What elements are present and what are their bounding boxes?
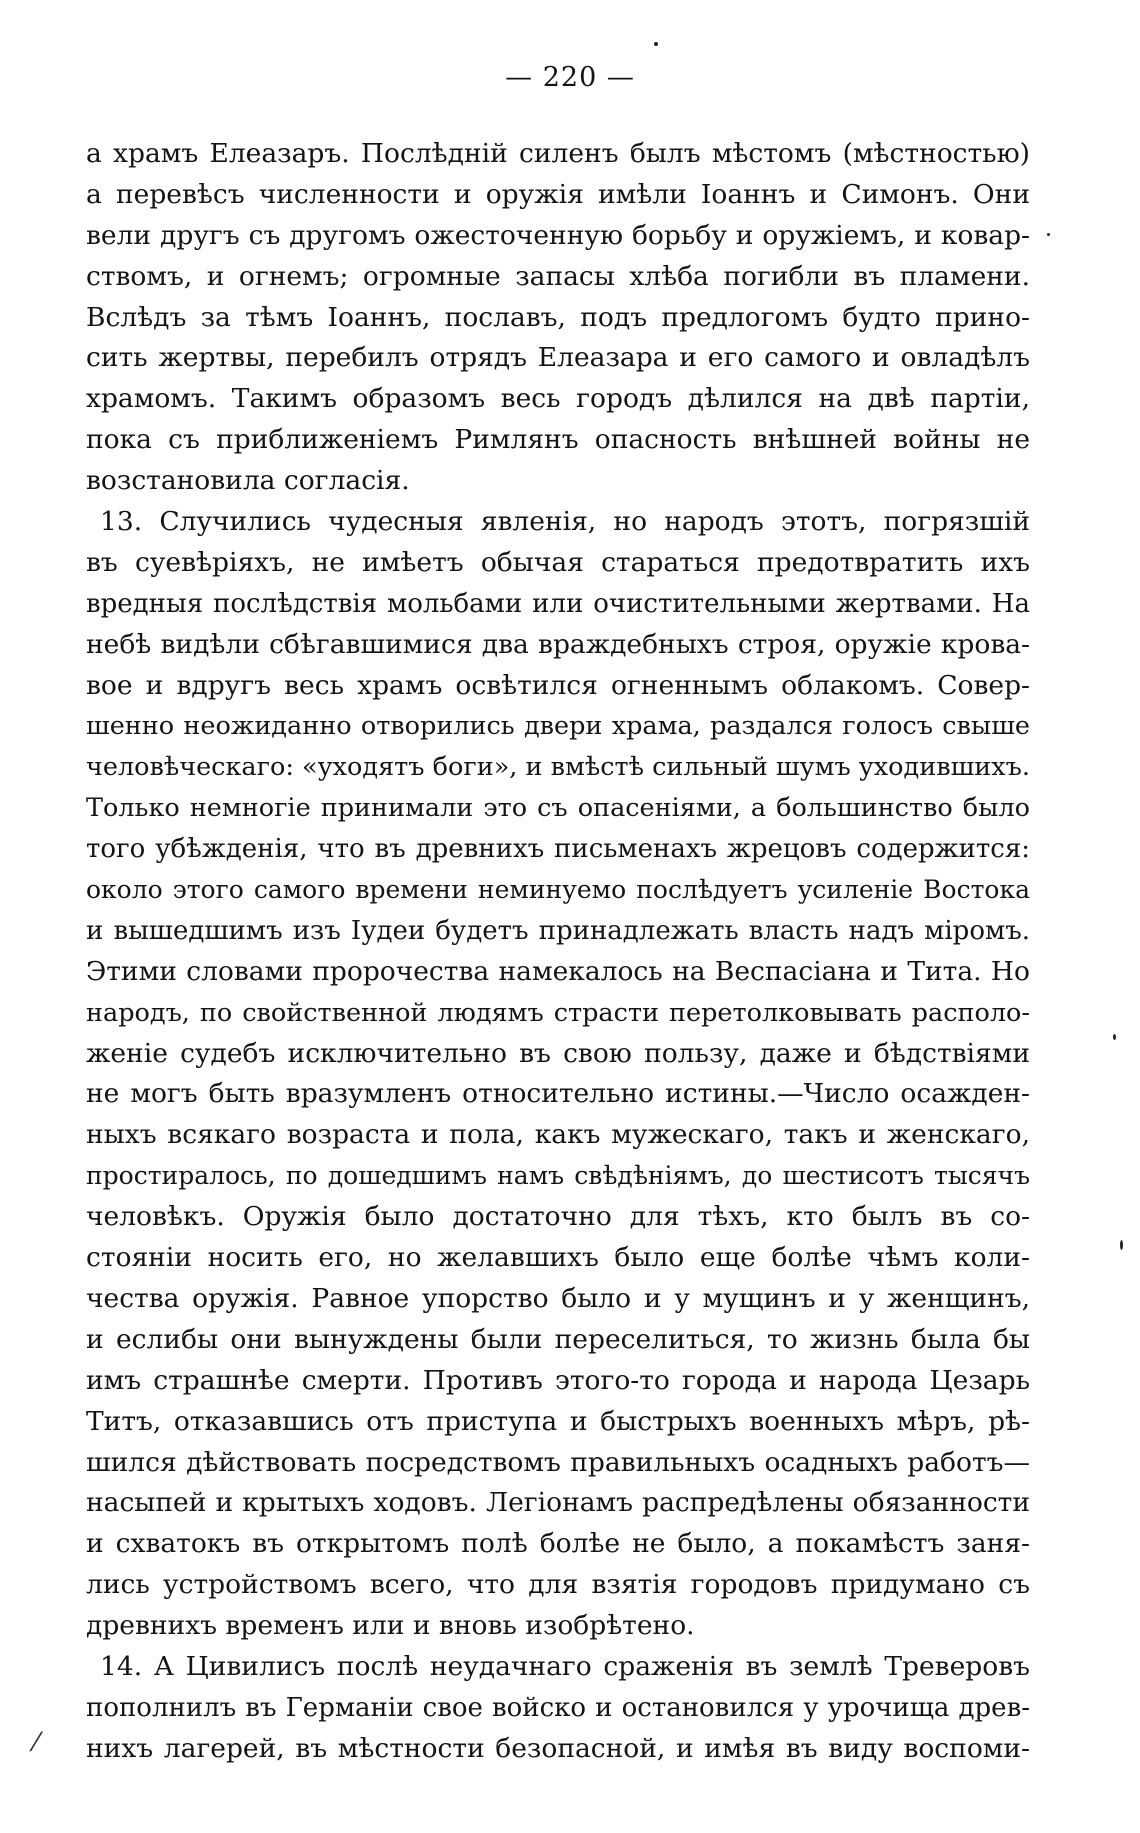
page-number: — 220 — bbox=[505, 62, 635, 93]
text-line: народъ, по свойственной людямъ страсти перетолковывать располо- bbox=[86, 997, 1030, 1028]
text-line: ствомъ, и огнемъ; огромные запасы хлѣба погибли въ пламени. bbox=[86, 260, 1030, 292]
text-line: стояніи носить его, но желавшихъ было еще болѣе чѣмъ коли- bbox=[86, 1242, 1030, 1274]
text-line: пополнилъ въ Германіи свое войско и остановился у урочища древ- bbox=[86, 1692, 1030, 1723]
section-14-start-line: 14. А Цивилисъ послѣ неудачнаго сраженія въ землѣ Треверовъ bbox=[100, 1650, 1030, 1682]
text-line: и вышедшимъ изъ Іудеи будетъ принадлежать власть надъ міромъ. bbox=[86, 915, 1030, 946]
text-line: небѣ видѣли сбѣгавшимися два враждебныхъ строя, оружіе крова- bbox=[86, 628, 1030, 660]
text-line: вели другъ съ другомъ ожесточенную борьбу и оружіемъ, и ковар- bbox=[86, 219, 1030, 251]
text-line: женіе судебъ исключительно въ свою пользу, даже и бѣдствіями bbox=[86, 1037, 1030, 1069]
print-speck bbox=[1113, 1034, 1116, 1040]
print-speck bbox=[1047, 233, 1050, 236]
text-line: лись устройствомъ всего, что для взятія городовъ придумано съ bbox=[86, 1569, 1030, 1601]
text-line: вредныя послѣдствія мольбами или очистительными жертвами. На bbox=[86, 588, 1030, 619]
paragraph-end-line: древнихъ временъ или и вновь изобрѣтено. bbox=[86, 1610, 695, 1642]
text-line: Вслѣдъ за тѣмъ Іоаннъ, пославъ, подъ предлогомъ будто прино- bbox=[86, 301, 1030, 333]
text-line: пока съ приближеніемъ Римлянъ опасность внѣшней войны не bbox=[86, 424, 1030, 456]
text-line: человѣкъ. Оружія было достаточно для тѣхъ, кто былъ въ со- bbox=[86, 1201, 1030, 1233]
text-line: того убѣжденія, что въ древнихъ письменахъ жрецовъ содержится: bbox=[86, 834, 1030, 865]
text-line: и еслибы они вынуждены были переселиться, то жизнь была бы bbox=[86, 1323, 1030, 1355]
text-line: ныхъ всякаго возраста и пола, какъ мужескаго, такъ и женскаго, bbox=[86, 1119, 1030, 1151]
section-13-start-line: 13. Случились чудесныя явленія, но народъ этотъ, погрязшій bbox=[100, 506, 1030, 538]
text-line: а храмъ Елеазаръ. Послѣдній силенъ былъ мѣстомъ (мѣстностью) bbox=[86, 138, 1030, 169]
text-line: около этого самого времени неминуемо послѣдуетъ усиленіе Востока bbox=[86, 875, 1030, 905]
text-line: имъ страшнѣе смерти. Противъ этого-то города и народа Цезарь bbox=[86, 1364, 1030, 1396]
text-line: насыпей и крытыхъ ходовъ. Легіонамъ распредѣлены обязанности bbox=[86, 1487, 1030, 1519]
text-line: чества оружія. Равное упорство было и у мущинъ и у женщинъ, bbox=[86, 1282, 1030, 1314]
text-line: и схватокъ въ открытомъ полѣ болѣе не было, а покамѣстъ заня- bbox=[86, 1528, 1030, 1560]
text-line: простиралось, по дошедшимъ намъ свѣдѣніямъ, до шестисотъ тысячъ bbox=[86, 1161, 1030, 1191]
text-line: человѣческаго: «уходятъ боги», и вмѣстѣ сильный шумъ уходившихъ. bbox=[86, 752, 1030, 783]
paragraph-end-line: возстановила согласія. bbox=[86, 465, 410, 497]
text-line: а перевѣсъ численности и оружія имѣли Іоаннъ и Симонъ. Они bbox=[86, 178, 1030, 210]
text-line: Этими словами пророчества намекалось на Веспасіана и Тита. Но bbox=[86, 955, 1030, 987]
print-speck bbox=[654, 42, 658, 46]
body-text bbox=[86, 134, 1030, 1770]
text-line: вое и вдругъ весь храмъ освѣтился огненнымъ облакомъ. Совер- bbox=[86, 669, 1030, 701]
print-speck bbox=[1120, 1240, 1123, 1250]
text-line: нихъ лагерей, въ мѣстности безопасной, и имѣя въ виду воспоми- bbox=[86, 1732, 1030, 1764]
text-line: шился дѣйствовать посредствомъ правильныхъ осадныхъ работъ— bbox=[86, 1446, 1030, 1478]
text-line: не могъ быть вразумленъ относительно истины.—Число осажден- bbox=[86, 1078, 1030, 1110]
text-line: храмомъ. Такимъ образомъ весь городъ дѣлился на двѣ партіи, bbox=[86, 383, 1030, 415]
text-line: Только немногіе принимали это съ опасеніями, а большинство было bbox=[86, 793, 1030, 824]
text-line: Титъ, отказавшись отъ приступа и быстрыхъ военныхъ мѣръ, рѣ- bbox=[86, 1405, 1030, 1437]
text-line: въ суевѣріяхъ, не имѣетъ обычая стараться предотвратить ихъ bbox=[86, 546, 1030, 578]
text-line: сить жертвы, перебилъ отрядъ Елеазара и его самого и овладѣлъ bbox=[86, 342, 1030, 374]
text-line: шенно неожиданно отворились двери храма, раздался голосъ свыше bbox=[86, 711, 1030, 742]
margin-pencil-mark: ⁄ bbox=[34, 1728, 39, 1758]
